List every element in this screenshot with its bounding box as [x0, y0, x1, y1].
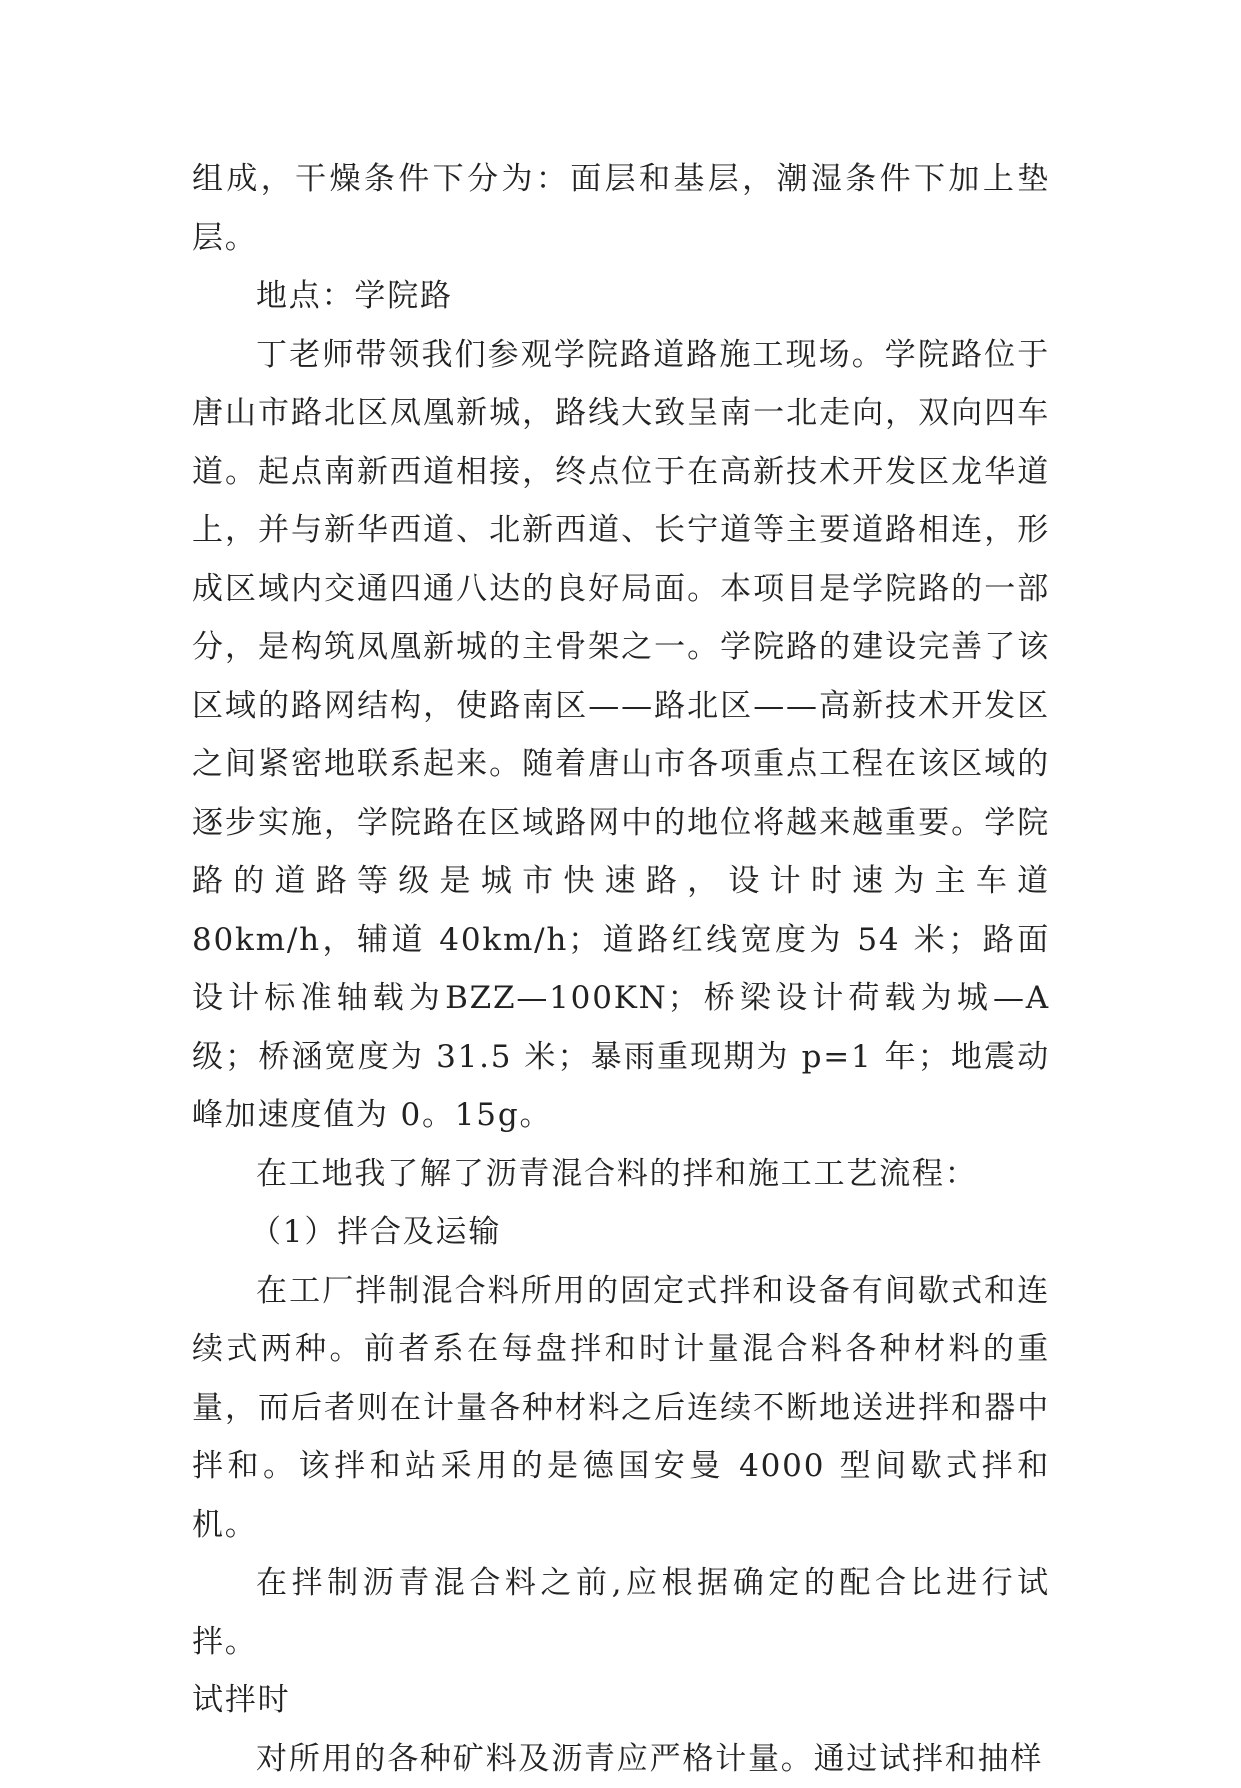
paragraph-continuation: 组成，干燥条件下分为：面层和基层，潮湿条件下加上垫层。 — [192, 150, 1050, 267]
paragraph-process-intro: 在工地我了解了沥青混合料的拌和施工工艺流程： — [192, 1145, 1050, 1204]
paragraph-measurement: 对所用的各种矿料及沥青应严格计量。通过试拌和抽样 — [192, 1730, 1050, 1788]
section-heading-mixing-transport: （1）拌合及运输 — [192, 1203, 1050, 1262]
paragraph-mixing-equipment: 在工厂拌制混合料所用的固定式拌和设备有间歇式和连续式两种。前者系在每盘拌和时计量混合料各种材料的重量，而后者则在计量各种材料之后连续不断地送进拌和器中拌和。该拌和站采用的是德国安曼 4000 型间歇式拌和机。 — [192, 1262, 1050, 1555]
document-body — [192, 150, 1050, 1788]
paragraph-road-description: 丁老师带领我们参观学院路道路施工现场。学院路位于唐山市路北区凤凰新城，路线大致呈南一北走向，双向四车道。起点南新西道相接，终点位于在高新技术开发区龙华道上，并与新华西道、北新西道、长宁道等主要道路相连，形成区域内交通四通八达的良好局面。本项目是学院路的一部分，是构筑凤凰新城的主骨架之一。学院路的建设完善了该区域的路网结构，使路南区——路北区——高新技术开发区之间紧密地联系起来。随着唐山市各项重点工程在该区域的逐步实施，学院路在区域路网中的地位将越来越重要。学院路的道路等级是城市快速路，设计时速为主车道 80km/h，辅道 40km/h；道路红线宽度为 54 米；路面设计标准轴载为BZZ—100KN；桥梁设计荷载为城—A 级；桥涵宽度为 31.5 米；暴雨重现期为 p=1 年；地震动峰加速度值为 0。15g。 — [192, 326, 1050, 1145]
paragraph-location: 地点：学院路 — [192, 267, 1050, 326]
paragraph-trial-mix: 在拌制沥青混合料之前,应根据确定的配合比进行试拌。 — [192, 1554, 1050, 1671]
paragraph-trial-mix-cont: 试拌时 — [192, 1671, 1050, 1730]
